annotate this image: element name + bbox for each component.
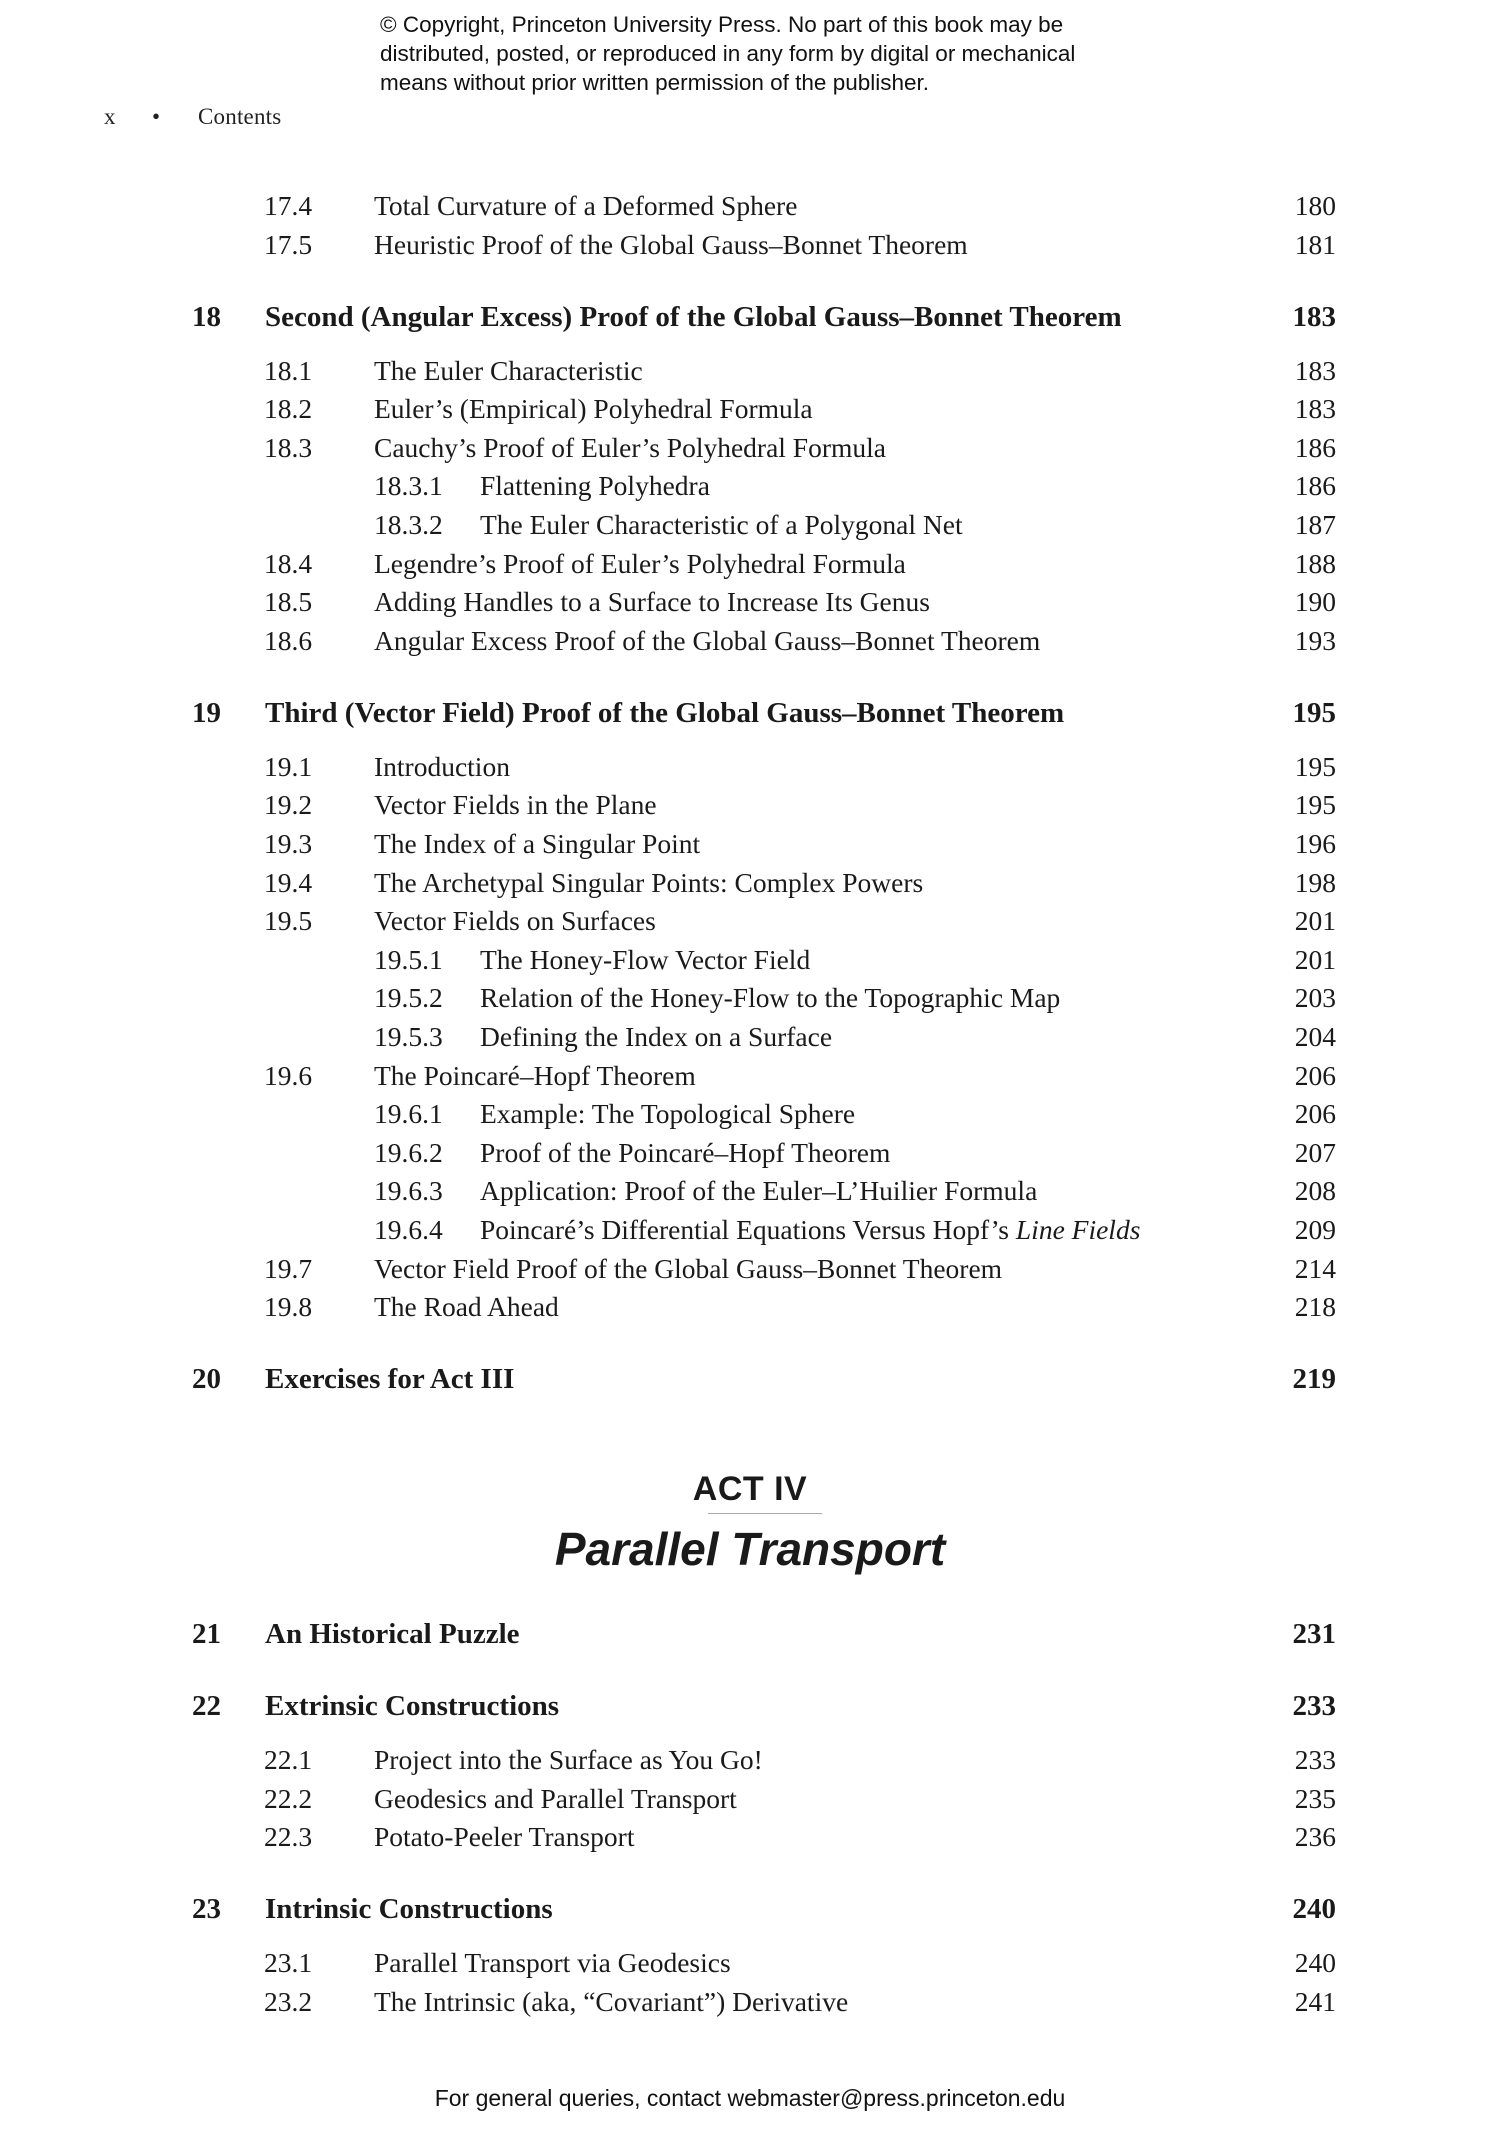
toc-entry-title <box>374 188 797 224</box>
toc-section-row <box>0 1289 1500 1325</box>
toc-entry-number: 18.6 <box>264 624 313 656</box>
toc-entry-title-text: Exercises for Act III <box>265 1363 515 1396</box>
toc-entry-page: 198 <box>1294 866 1336 898</box>
act-title: Parallel Transport <box>554 1523 946 1575</box>
toc-entry-title <box>480 507 963 543</box>
toc-entry-title-text: An Historical Puzzle <box>265 1618 520 1650</box>
toc-entry-number: 21 <box>192 1618 221 1650</box>
act-rule <box>708 1513 822 1514</box>
toc-subsection-row <box>0 1096 1500 1132</box>
toc-entry-title-text: Defining the Index on a Surface <box>480 1021 833 1052</box>
toc-entry-page: 219 <box>1292 1363 1336 1396</box>
toc-entry-page: 241 <box>1294 1985 1336 2017</box>
toc-entry-number: 18.2 <box>264 393 313 425</box>
toc-entry-page: 183 <box>1294 393 1336 425</box>
toc-section-row <box>0 546 1500 582</box>
toc-entry-number: 23 <box>192 1893 221 1926</box>
toc-entry-number: 19.6 <box>264 1059 313 1091</box>
toc-entry-title-text: Geodesics and Parallel Transport <box>374 1782 737 1814</box>
toc-entry-page: 195 <box>1294 750 1336 782</box>
toc-entry-title <box>480 1135 890 1171</box>
toc-entry-page: 183 <box>1292 300 1336 333</box>
toc-entry-title <box>374 227 968 263</box>
toc-entry-number: 22.3 <box>264 1821 313 1853</box>
toc-entry-page: 183 <box>1294 354 1336 386</box>
toc-entry-title <box>265 1616 520 1652</box>
toc-entry-number: 18 <box>192 300 221 333</box>
toc-entry-title-text: The Poincaré–Hopf Theorem <box>374 1059 696 1091</box>
toc-entry-title-text: Introduction <box>374 750 510 782</box>
toc-entry-title-text: Total Curvature of a Deformed Sphere <box>374 190 798 221</box>
toc-entry-title <box>374 826 700 862</box>
toc-entry-title <box>480 980 1060 1016</box>
toc-entry-number: 19.4 <box>264 866 313 898</box>
toc-entry-title <box>374 1984 848 2020</box>
copyright-line: © Copyright, Princeton University Press. No part of this book may be <box>380 12 1064 37</box>
toc-entry-title-italic: Line Fields <box>1015 1214 1141 1245</box>
act-label: ACT IV <box>692 1470 808 1508</box>
toc-entry-page: 193 <box>1294 624 1336 656</box>
toc-entry-title <box>265 695 1064 731</box>
toc-entry-number: 23.2 <box>264 1985 313 2017</box>
toc-entry-number: 19.6.1 <box>374 1098 443 1130</box>
toc-entry-title <box>265 299 1122 335</box>
toc-entry-number: 23.1 <box>264 1947 313 1979</box>
toc-entry-title <box>374 1742 763 1778</box>
toc-entry-page: 233 <box>1292 1690 1336 1722</box>
toc-entry-title-text: Poincaré’s Differential Equations Versus Hopf’s <box>480 1214 1010 1245</box>
toc-entry-number: 19.8 <box>264 1291 313 1323</box>
toc-entry-number: 18.3.2 <box>374 509 443 540</box>
toc-entry-title-text: Legendre’s Proof of Euler’s Polyhedral Formula <box>374 547 906 579</box>
toc-entry-title <box>374 391 813 427</box>
toc-entry-title-text: Application: Proof of the Euler–L’Huilier Formula <box>480 1175 1038 1207</box>
copyright-notice <box>380 10 1240 97</box>
toc-entry-page: 187 <box>1294 509 1336 540</box>
toc-entry-number: 22.2 <box>264 1782 313 1814</box>
toc-entry-number: 17.5 <box>264 228 313 260</box>
toc-entry-number: 18.1 <box>264 354 313 386</box>
toc-entry-page: 214 <box>1294 1252 1336 1284</box>
toc-entry-title-text: The Intrinsic (aka, “Covariant”) Derivative <box>374 1985 849 2017</box>
toc-entry-title-text: The Index of a Singular Point <box>374 828 701 859</box>
toc-chapter-row <box>0 1891 1500 1927</box>
toc-entry-title-text: Proof of the Poincaré–Hopf Theorem <box>480 1136 891 1168</box>
toc-entry-number: 19.1 <box>264 750 313 782</box>
toc-entry-page: 209 <box>1294 1214 1336 1245</box>
toc-section-row <box>0 1742 1500 1778</box>
toc-entry-title-text: Vector Fields in the Plane <box>374 789 657 821</box>
toc-chapter-row <box>0 1361 1500 1397</box>
toc-entry-title-text: Parallel Transport via Geodesics <box>374 1947 731 1979</box>
toc-entry-title <box>480 942 810 978</box>
toc-entry-number: 18.3 <box>264 431 313 463</box>
toc-section-row <box>0 1251 1500 1287</box>
toc-entry-title <box>265 1361 514 1397</box>
toc-subsection-row <box>0 980 1500 1016</box>
toc-entry-number: 19.5.1 <box>374 943 443 975</box>
toc-subsection-row <box>0 1212 1500 1248</box>
toc-entry-title <box>374 787 657 823</box>
toc-entry-title-text: The Archetypal Singular Points: Complex Powers <box>374 866 924 898</box>
toc-entry-title <box>374 430 886 466</box>
toc-entry-title <box>374 353 643 389</box>
toc-section-row <box>0 623 1500 659</box>
toc-entry-number: 19.7 <box>264 1252 313 1284</box>
toc-section-row <box>0 865 1500 901</box>
toc-entry-page: 196 <box>1294 828 1336 859</box>
toc-entry-page: 204 <box>1294 1021 1336 1052</box>
toc-entry-title <box>374 1289 559 1325</box>
toc-entry-title-text: The Euler Characteristic of a Polygonal Net <box>480 509 963 540</box>
toc-entry-title <box>480 1019 832 1055</box>
toc-chapter-row <box>0 695 1500 731</box>
toc-entry-number: 19 <box>192 696 221 729</box>
toc-entry-number: 19.2 <box>264 789 313 821</box>
toc-entry-page: 240 <box>1294 1947 1336 1979</box>
toc-entry-title <box>374 546 906 582</box>
toc-section-row <box>0 1945 1500 1981</box>
toc-entry-number: 18.5 <box>264 586 313 618</box>
toc-entry-page: 186 <box>1294 470 1336 502</box>
toc-entry-page: 206 <box>1294 1059 1336 1091</box>
toc-entry-title <box>374 1251 1002 1287</box>
toc-entry-title <box>480 1212 1140 1248</box>
toc-entry-title-text: Vector Fields on Surfaces <box>374 905 656 937</box>
toc-entry-title-text: Flattening Polyhedra <box>480 470 710 502</box>
toc-entry-title <box>265 1891 553 1927</box>
toc-section-row <box>0 1058 1500 1094</box>
toc-entry-title-text: Third (Vector Field) Proof of the Global Gauss–Bonnet Theorem <box>265 696 1065 729</box>
toc-entry-page: 201 <box>1294 943 1336 975</box>
toc-entry-page: 236 <box>1294 1821 1336 1853</box>
toc-entry-title-text: Euler’s (Empirical) Polyhedral Formula <box>374 393 813 425</box>
toc-entry-number: 19.6.4 <box>374 1214 443 1245</box>
toc-entry-title-text: Second (Angular Excess) Proof of the Global Gauss–Bonnet Theorem <box>265 300 1122 333</box>
toc-entry-page: 208 <box>1294 1175 1336 1207</box>
toc-entry-title-text: Relation of the Honey-Flow to the Topographic Map <box>480 982 1061 1014</box>
toc-entry-title <box>374 1058 696 1094</box>
toc-entry-title-text: Adding Handles to a Surface to Increase Its Genus <box>374 586 930 618</box>
toc-entry-title <box>265 1688 559 1724</box>
toc-section-row <box>0 1819 1500 1855</box>
toc-chapter-row <box>0 1688 1500 1724</box>
toc-entry-page: 188 <box>1294 547 1336 579</box>
toc-entry-title-text: Angular Excess Proof of the Global Gauss–Bonnet Theorem <box>374 624 1041 656</box>
toc-entry-page: 206 <box>1294 1098 1336 1130</box>
running-head-label: Contents <box>198 104 282 129</box>
toc-subsection-row <box>0 1173 1500 1209</box>
toc-entry-title <box>480 1096 855 1132</box>
toc-entry-title <box>374 865 923 901</box>
toc-entry-number: 22 <box>192 1690 221 1722</box>
toc-subsection-row <box>0 468 1500 504</box>
toc-entry-number: 19.6.2 <box>374 1136 443 1168</box>
copyright-line: means without prior written permission of the publisher. <box>380 70 930 95</box>
toc-entry-title <box>374 749 510 785</box>
toc-entry-title <box>374 623 1040 659</box>
toc-entry-title-text: The Honey-Flow Vector Field <box>480 943 811 975</box>
toc-entry-title <box>374 584 930 620</box>
toc-subsection-row <box>0 1135 1500 1171</box>
footer-contact: For general queries, contact webmaster@press.princeton.edu <box>434 2085 1066 2111</box>
running-head <box>104 104 281 130</box>
toc-entry-page: 181 <box>1294 228 1336 260</box>
toc-section-row <box>0 1984 1500 2020</box>
toc-chapter-row <box>0 1616 1500 1652</box>
toc-entry-title <box>480 1173 1037 1209</box>
toc-entry-page: 231 <box>1292 1618 1336 1650</box>
toc-entry-page: 218 <box>1294 1291 1336 1323</box>
toc-entry-title-text: Cauchy’s Proof of Euler’s Polyhedral Formula <box>374 431 886 463</box>
toc-entry-page: 190 <box>1294 586 1336 618</box>
toc-section-row <box>0 787 1500 823</box>
toc-entry-number: 20 <box>192 1363 221 1396</box>
toc-subsection-row <box>0 942 1500 978</box>
page-folio: x <box>104 104 116 129</box>
toc-entry-title-text: Extrinsic Constructions <box>265 1690 560 1722</box>
toc-section-row <box>0 227 1500 263</box>
toc-section-row <box>0 903 1500 939</box>
toc-entry-page: 195 <box>1294 789 1336 821</box>
toc-entry-number: 19.5.2 <box>374 982 443 1014</box>
toc-entry-title-text: The Road Ahead <box>374 1291 559 1323</box>
toc-entry-title <box>480 468 710 504</box>
toc-section-row <box>0 188 1500 224</box>
toc-section-row <box>0 749 1500 785</box>
toc-entry-number: 19.5.3 <box>374 1021 443 1052</box>
toc-entry-title-text: Example: The Topological Sphere <box>480 1098 856 1130</box>
toc-entry-title <box>374 1945 731 1981</box>
toc-entry-title-text: Project into the Surface as You Go! <box>374 1744 763 1775</box>
toc-entry-page: 201 <box>1294 905 1336 937</box>
toc-entry-number: 22.1 <box>264 1744 313 1775</box>
toc-entry-page: 207 <box>1294 1136 1336 1168</box>
bullet-separator: • <box>152 104 161 129</box>
toc-subsection-row <box>0 1019 1500 1055</box>
toc-entry-title-text: Intrinsic Constructions <box>265 1893 553 1926</box>
toc-entry-page: 233 <box>1294 1744 1336 1775</box>
toc-chapter-row <box>0 299 1500 335</box>
toc-entry-page: 240 <box>1292 1893 1336 1926</box>
toc-section-row <box>0 826 1500 862</box>
toc-entry-number: 17.4 <box>264 190 313 221</box>
toc-entry-page: 180 <box>1294 190 1336 221</box>
toc-entry-page: 195 <box>1292 696 1336 729</box>
toc-entry-title-text: Potato-Peeler Transport <box>374 1821 635 1853</box>
toc-subsection-row <box>0 507 1500 543</box>
toc-section-row <box>0 584 1500 620</box>
toc-entry-page: 235 <box>1294 1782 1336 1814</box>
toc-entry-title-text: Vector Field Proof of the Global Gauss–Bonnet Theorem <box>374 1252 1003 1284</box>
toc-section-row <box>0 1781 1500 1817</box>
toc-entry-number: 19.5 <box>264 905 313 937</box>
toc-entry-number: 19.6.3 <box>374 1175 443 1207</box>
toc-entry-page: 203 <box>1294 982 1336 1014</box>
toc-entry-number: 18.3.1 <box>374 470 443 502</box>
toc-section-row <box>0 430 1500 466</box>
toc-entry-title-text: The Euler Characteristic <box>374 354 643 386</box>
toc-entry-title <box>374 1781 737 1817</box>
toc-entry-page: 186 <box>1294 431 1336 463</box>
toc-entry-number: 18.4 <box>264 547 313 579</box>
toc-entry-title <box>374 903 656 939</box>
toc-entry-title-text: Heuristic Proof of the Global Gauss–Bonnet Theorem <box>374 228 968 260</box>
toc-section-row <box>0 391 1500 427</box>
copyright-line: distributed, posted, or reproduced in any form by digital or mechanical <box>380 41 1076 66</box>
toc-section-row <box>0 353 1500 389</box>
toc-entry-title <box>374 1819 634 1855</box>
toc-entry-number: 19.3 <box>264 828 313 859</box>
